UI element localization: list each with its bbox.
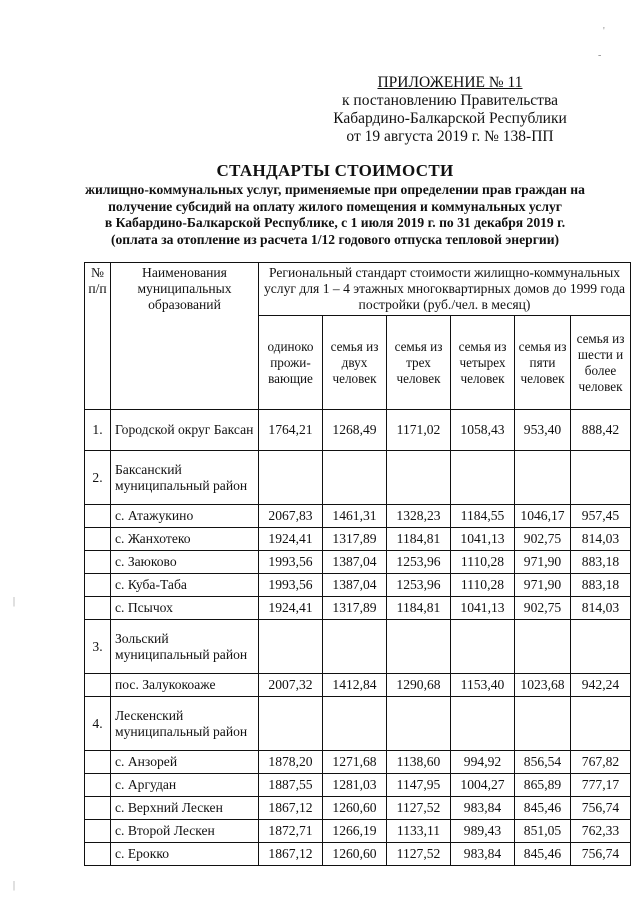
- table-row: [85, 674, 631, 697]
- row-value: 1867,12: [259, 843, 323, 866]
- row-number: 1.: [85, 410, 111, 451]
- row-number: [85, 797, 111, 820]
- row-value: [259, 697, 323, 751]
- row-value: 1138,60: [387, 751, 451, 774]
- row-value: 994,92: [451, 751, 515, 774]
- row-value: 971,90: [515, 551, 571, 574]
- row-value: 883,18: [571, 551, 631, 574]
- table-row: [85, 843, 631, 866]
- row-value: [451, 620, 515, 674]
- row-value: 1290,68: [387, 674, 451, 697]
- document-heading: [60, 160, 610, 248]
- appendix-line-3: от 19 августа 2019 г. № 138-ПП: [346, 128, 554, 145]
- row-value: 1153,40: [451, 674, 515, 697]
- appendix-line-2: Кабардино-Балкарской Республики: [333, 110, 567, 127]
- row-value: 1260,60: [323, 843, 387, 866]
- row-value: 2007,32: [259, 674, 323, 697]
- row-municipality: с. Атажукино: [111, 505, 259, 528]
- row-municipality: пос. Залукокоаже: [111, 674, 259, 697]
- row-number: [85, 843, 111, 866]
- row-value: 1184,81: [387, 597, 451, 620]
- row-municipality: с. Второй Лескен: [111, 820, 259, 843]
- row-value: [515, 451, 571, 505]
- row-value: 756,74: [571, 843, 631, 866]
- row-value: 1271,68: [323, 751, 387, 774]
- row-value: 1266,19: [323, 820, 387, 843]
- row-value: [259, 451, 323, 505]
- row-value: 1317,89: [323, 528, 387, 551]
- table-row: [85, 597, 631, 620]
- table-row: [85, 505, 631, 528]
- table-row: [85, 574, 631, 597]
- document-subtitle-4: (оплата за отопление из расчета 1/12 годового отпуска тепловой энергии): [110, 231, 560, 247]
- row-value: 865,89: [515, 774, 571, 797]
- row-value: 762,33: [571, 820, 631, 843]
- row-value: 1041,13: [451, 597, 515, 620]
- row-municipality: Баксанский муниципальный район: [111, 451, 259, 505]
- row-value: 1461,31: [323, 505, 387, 528]
- row-value: 1412,84: [323, 674, 387, 697]
- row-number: [85, 505, 111, 528]
- scan-mark-left: |: [13, 596, 16, 607]
- document-subtitle-1: жилищно-коммунальных услуг, применяемые при определении прав граждан на: [85, 182, 585, 197]
- row-value: 756,74: [571, 797, 631, 820]
- row-value: 856,54: [515, 751, 571, 774]
- table-row: [85, 774, 631, 797]
- row-value: 814,03: [571, 528, 631, 551]
- row-number: [85, 674, 111, 697]
- row-value: 814,03: [571, 597, 631, 620]
- row-value: 883,18: [571, 574, 631, 597]
- appendix-header: [300, 74, 600, 146]
- row-municipality: Зольский муниципальный район: [111, 620, 259, 674]
- row-number: [85, 774, 111, 797]
- row-value: 1878,20: [259, 751, 323, 774]
- table-row: [85, 451, 631, 505]
- row-value: [387, 697, 451, 751]
- row-municipality: с. Заюково: [111, 551, 259, 574]
- row-value: 1924,41: [259, 597, 323, 620]
- document-subtitle-2: получение субсидий на оплату жилого помещения и коммунальных услуг: [108, 198, 562, 214]
- row-municipality: с. Куба-Таба: [111, 574, 259, 597]
- row-value: 1387,04: [323, 551, 387, 574]
- row-value: [387, 451, 451, 505]
- row-value: 1110,28: [451, 551, 515, 574]
- row-value: 971,90: [515, 574, 571, 597]
- scan-mark-bottom: |: [13, 880, 16, 891]
- table-row: [85, 551, 631, 574]
- row-value: 1041,13: [451, 528, 515, 551]
- header-group: Региональный стандарт стоимости жилищно-коммунальных услуг для 1 – 4 этажных многоквартирных домов до 1999 года постройки (руб./чел. в месяц): [259, 263, 631, 316]
- row-value: [259, 620, 323, 674]
- row-value: 1127,52: [387, 843, 451, 866]
- row-number: 2.: [85, 451, 111, 505]
- row-value: [451, 697, 515, 751]
- row-value: 851,05: [515, 820, 571, 843]
- subheader-single: одиноко прожи-вающие: [259, 316, 323, 410]
- row-number: [85, 751, 111, 774]
- row-value: 942,24: [571, 674, 631, 697]
- row-value: [387, 620, 451, 674]
- row-number: [85, 551, 111, 574]
- table-row: [85, 697, 631, 751]
- header-num: № п/п: [85, 263, 111, 410]
- row-municipality: с. Жанхотеко: [111, 528, 259, 551]
- row-municipality: с. Псычох: [111, 597, 259, 620]
- row-number: 3.: [85, 620, 111, 674]
- row-value: 957,45: [571, 505, 631, 528]
- row-value: 1171,02: [387, 410, 451, 451]
- row-value: 1281,03: [323, 774, 387, 797]
- row-value: 989,43: [451, 820, 515, 843]
- row-value: [451, 451, 515, 505]
- subheader-three: семья из трех человек: [387, 316, 451, 410]
- row-value: 953,40: [515, 410, 571, 451]
- table-row: [85, 410, 631, 451]
- row-value: 1046,17: [515, 505, 571, 528]
- row-value: [515, 697, 571, 751]
- standards-table: [84, 262, 631, 866]
- row-municipality: с. Анзорей: [111, 751, 259, 774]
- row-municipality: Городской округ Баксан: [111, 410, 259, 451]
- row-value: 1887,55: [259, 774, 323, 797]
- row-value: 1764,21: [259, 410, 323, 451]
- row-value: [323, 620, 387, 674]
- row-value: 1184,81: [387, 528, 451, 551]
- row-value: 1253,96: [387, 574, 451, 597]
- row-value: 1260,60: [323, 797, 387, 820]
- row-value: 888,42: [571, 410, 631, 451]
- appendix-title: ПРИЛОЖЕНИЕ № 11: [377, 74, 523, 91]
- row-value: [571, 697, 631, 751]
- table-row: [85, 528, 631, 551]
- scan-mark-dash: -: [598, 50, 602, 61]
- row-value: 1328,23: [387, 505, 451, 528]
- scan-mark-top: ': [603, 26, 605, 37]
- row-value: 983,84: [451, 843, 515, 866]
- row-value: [323, 451, 387, 505]
- row-value: 767,82: [571, 751, 631, 774]
- row-value: 777,17: [571, 774, 631, 797]
- row-value: 1268,49: [323, 410, 387, 451]
- row-value: 1058,43: [451, 410, 515, 451]
- row-value: 845,46: [515, 843, 571, 866]
- row-number: [85, 528, 111, 551]
- table-row: [85, 620, 631, 674]
- row-value: 983,84: [451, 797, 515, 820]
- row-value: [571, 620, 631, 674]
- row-value: 1993,56: [259, 574, 323, 597]
- header-name: Наименования муниципальных образований: [111, 263, 259, 410]
- row-value: 1110,28: [451, 574, 515, 597]
- row-value: 1924,41: [259, 528, 323, 551]
- row-value: 1023,68: [515, 674, 571, 697]
- appendix-line-1: к постановлению Правительства: [342, 92, 558, 109]
- row-value: 902,75: [515, 597, 571, 620]
- row-value: [515, 620, 571, 674]
- row-value: 1133,11: [387, 820, 451, 843]
- subheader-two: семья из двух человек: [323, 316, 387, 410]
- row-value: 1387,04: [323, 574, 387, 597]
- row-municipality: с. Аргудан: [111, 774, 259, 797]
- row-number: 4.: [85, 697, 111, 751]
- table-header-row: [85, 263, 631, 316]
- row-value: 1253,96: [387, 551, 451, 574]
- document-title: СТАНДАРТЫ СТОИМОСТИ: [216, 161, 454, 180]
- row-municipality: с. Верхний Лескен: [111, 797, 259, 820]
- row-value: [323, 697, 387, 751]
- table-row: [85, 820, 631, 843]
- row-value: 1317,89: [323, 597, 387, 620]
- row-number: [85, 597, 111, 620]
- row-number: [85, 820, 111, 843]
- row-municipality: с. Ерокко: [111, 843, 259, 866]
- row-value: 1872,71: [259, 820, 323, 843]
- row-value: 902,75: [515, 528, 571, 551]
- row-value: 2067,83: [259, 505, 323, 528]
- table-row: [85, 797, 631, 820]
- row-municipality: Лескенский муниципальный район: [111, 697, 259, 751]
- table-row: [85, 751, 631, 774]
- subheader-six: семья из шести и более человек: [571, 316, 631, 410]
- row-value: 845,46: [515, 797, 571, 820]
- row-value: 1184,55: [451, 505, 515, 528]
- row-value: 1004,27: [451, 774, 515, 797]
- row-value: 1867,12: [259, 797, 323, 820]
- subheader-four: семья из четырех человек: [451, 316, 515, 410]
- row-number: [85, 574, 111, 597]
- row-value: [571, 451, 631, 505]
- document-subtitle-3: в Кабардино-Балкарской Республике, с 1 июля 2019 г. по 31 декабря 2019 г.: [104, 215, 566, 230]
- row-value: 1147,95: [387, 774, 451, 797]
- subheader-five: семья из пяти человек: [515, 316, 571, 410]
- row-value: 1127,52: [387, 797, 451, 820]
- row-value: 1993,56: [259, 551, 323, 574]
